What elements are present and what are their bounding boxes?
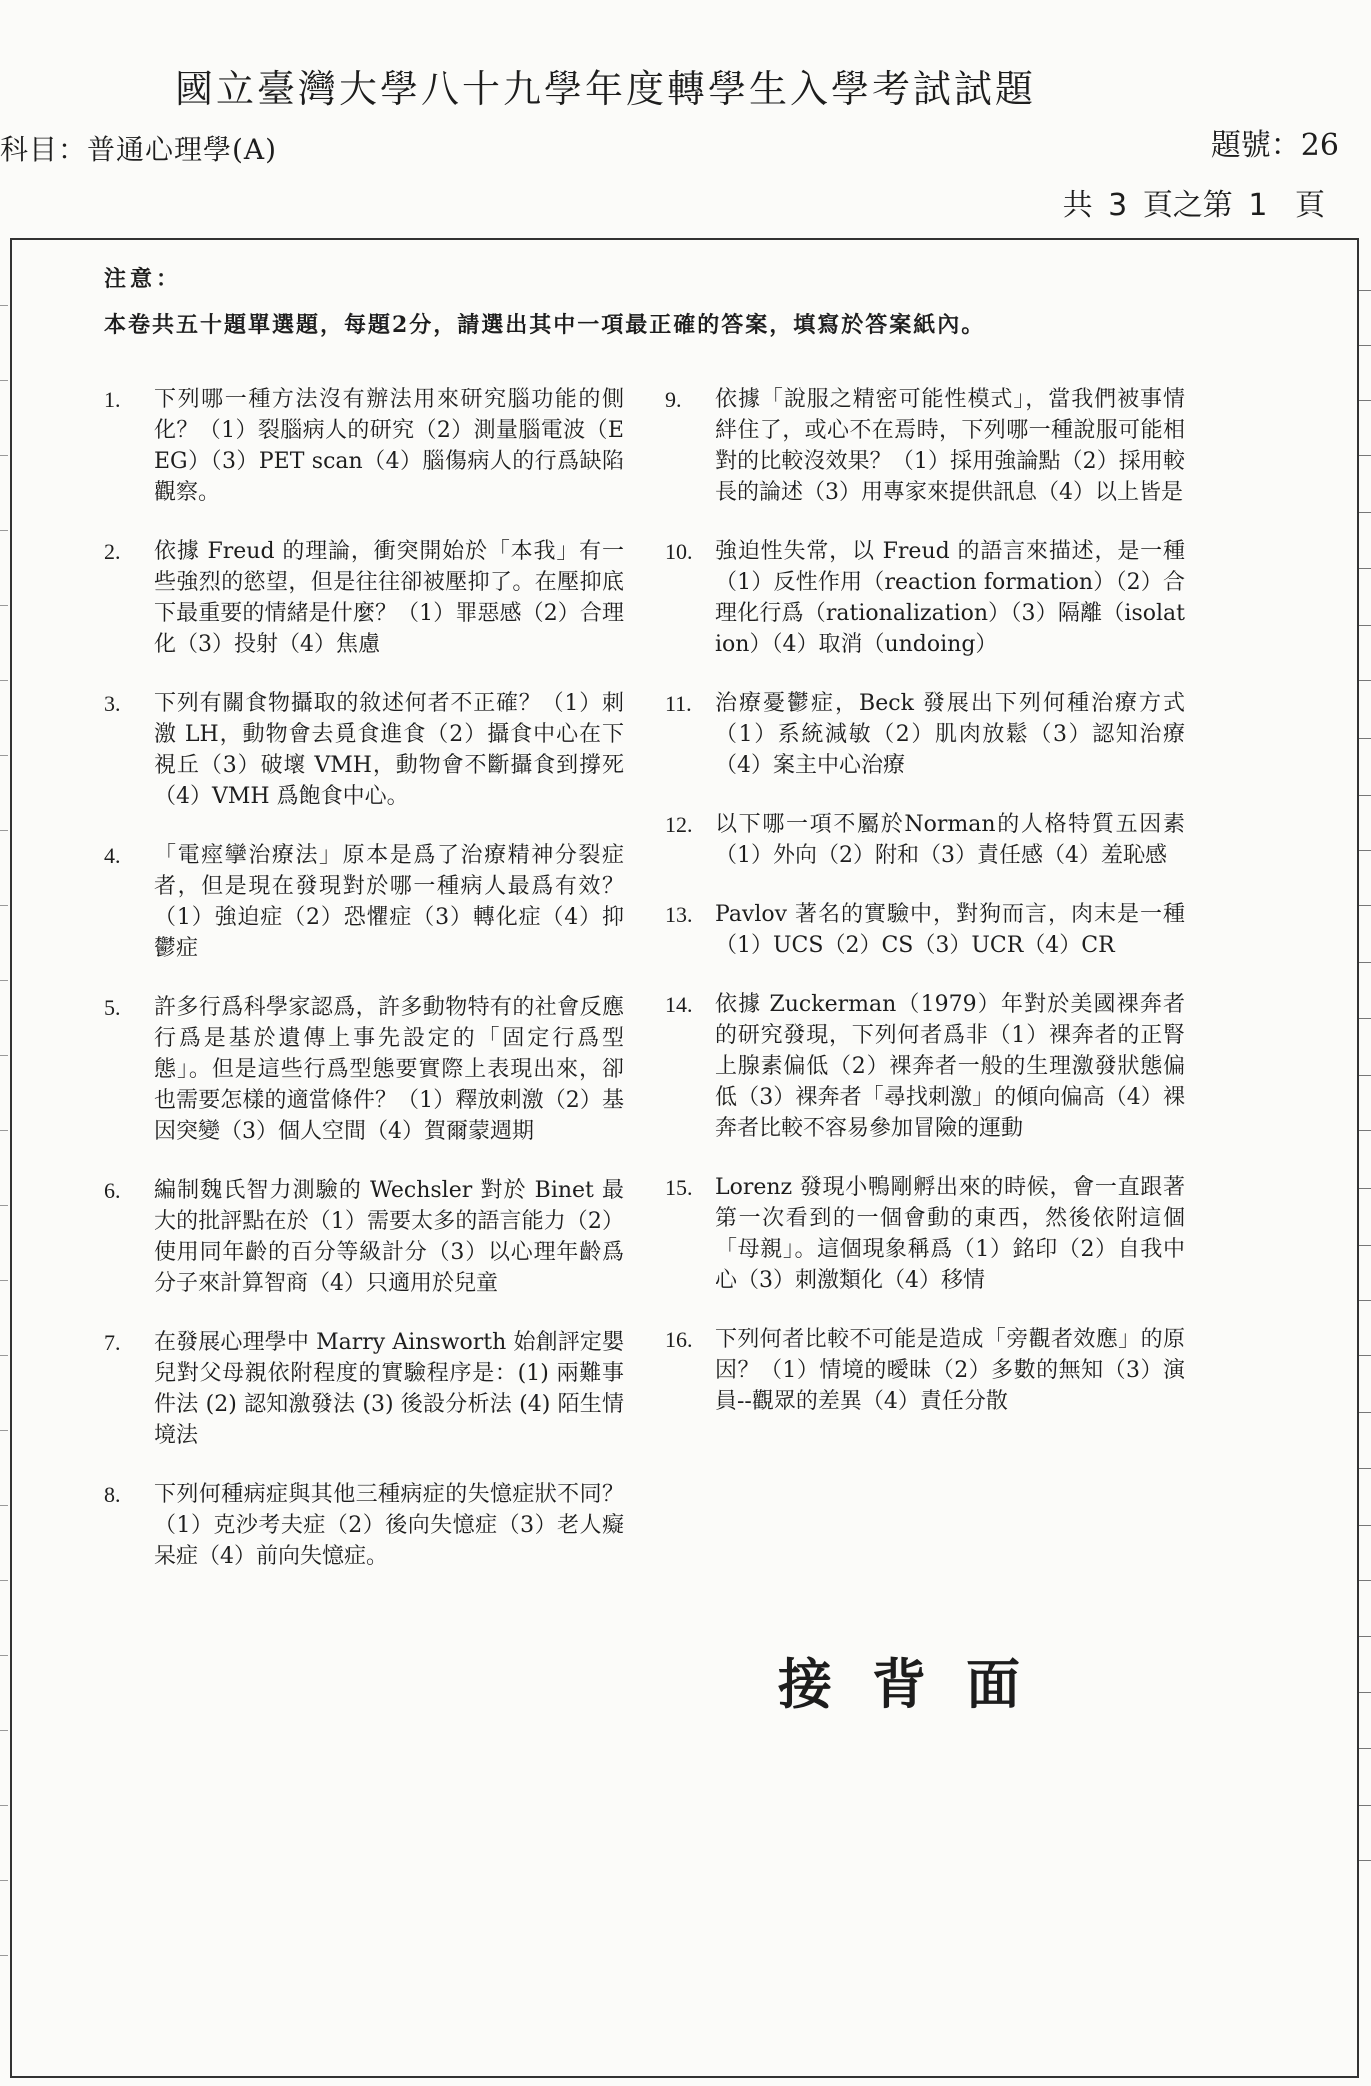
right-edge-marks — [1359, 0, 1371, 2086]
questions-right-column — [665, 384, 1185, 1445]
question-number-label: 4. — [104, 843, 121, 868]
edge-tick — [0, 1880, 8, 1881]
edge-tick — [1359, 400, 1371, 401]
edge-tick — [1359, 1636, 1371, 1637]
edge-tick — [0, 980, 8, 981]
edge-tick — [1359, 795, 1371, 796]
edge-tick — [1359, 345, 1371, 346]
question-item — [665, 536, 1185, 660]
question-text: 治療憂鬱症，Beck 發展出下列何種治療方式（1）系統減敏（2）肌肉放鬆（3）認知治療（4）案主中心治療 — [715, 691, 1185, 778]
question-item — [665, 809, 1185, 871]
edge-tick — [1359, 1018, 1371, 1019]
edge-tick — [0, 1130, 8, 1131]
question-number: 題號：26 — [1210, 128, 1339, 163]
subject-line: 科目：普通心理學(A) — [0, 133, 278, 166]
edge-tick — [1359, 1525, 1371, 1526]
question-number-label: 8. — [104, 1482, 121, 1507]
question-number-label: 15. — [665, 1175, 693, 1200]
edge-tick — [1359, 625, 1371, 626]
edge-tick — [1359, 568, 1371, 569]
pages-prefix: 共 — [1062, 188, 1093, 223]
left-edge-marks — [0, 0, 8, 2086]
question-item — [104, 1175, 624, 1299]
pages-suffix: 頁 — [1295, 188, 1325, 223]
edge-tick — [1359, 512, 1371, 513]
question-item — [104, 840, 624, 964]
question-item — [104, 992, 624, 1147]
edge-tick — [0, 1805, 8, 1806]
edge-tick — [1359, 1412, 1371, 1413]
question-text: 依據「說服之精密可能性模式」，當我們被事情絆住了，或心不在焉時，下列哪一種說服可能相對的比較沒效果？（1）採用強論點（2）採用較長的論述（3）用專家來提供訊息（4）以上皆是 — [715, 387, 1185, 505]
question-text: 依據 Zuckerman（1979）年對於美國裸奔者的研究發現，下列何者爲非（1）裸奔者的正腎上腺素偏低（2）裸奔者一般的生理激發狀態偏低（3）裸奔者「尋找刺激」的傾向偏高（4）裸奔者比較不容易參加冒險的運動 — [715, 992, 1185, 1141]
question-item — [104, 688, 624, 812]
question-number-label: 1. — [104, 387, 121, 412]
question-item — [104, 536, 624, 660]
notice-label: 注意： — [104, 266, 183, 292]
question-number-label: 10. — [665, 539, 693, 564]
edge-tick — [0, 1430, 8, 1431]
edge-tick — [0, 605, 8, 606]
questions-left-column — [104, 384, 624, 1600]
total-pages: 3 — [1108, 188, 1128, 223]
edge-tick — [0, 1655, 8, 1656]
question-item — [665, 384, 1185, 508]
question-text: 強迫性失常，以 Freud 的語言來描述，是一種（1）反性作用（reaction formation）（2）合理化行爲（rationalization）（3）隔離（isolation）（4）取消（undoing） — [715, 539, 1185, 657]
question-item — [665, 989, 1185, 1144]
current-page: 1 — [1248, 188, 1268, 223]
question-number-label: 11. — [665, 691, 692, 716]
edge-tick — [0, 1205, 8, 1206]
edge-tick — [1359, 1468, 1371, 1469]
question-number-label: 16. — [665, 1327, 693, 1352]
question-text: 依據 Freud 的理論，衝突開始於「本我」有一些強烈的慾望，但是往往卻被壓抑了。在壓抑底下最重要的情緒是什麼？（1）罪惡感（2）合理化（3）投射（4）焦慮 — [154, 539, 624, 657]
edge-tick — [1359, 1860, 1371, 1861]
question-number-label: 7. — [104, 1330, 121, 1355]
edge-tick — [1359, 1580, 1371, 1581]
edge-tick — [1359, 1130, 1371, 1131]
question-text: Lorenz 發現小鴨剛孵出來的時候，會一直跟著第一次看到的一個會動的東西，然後依附這個「母親」。這個現象稱爲（1）銘印（2）自我中心（3）刺激類化（4）移情 — [715, 1175, 1185, 1293]
edge-tick — [0, 1055, 8, 1056]
notice-text: 本卷共五十題單選題，每題2分，請選出其中一項最正確的答案，填寫於答案紙內。 — [104, 312, 986, 338]
question-number-label: 14. — [665, 992, 693, 1017]
question-text: 許多行爲科學家認爲，許多動物特有的社會反應行爲是基於遺傳上事先設定的「固定行爲型態」。但是這些行爲型態要實際上表現出來，卻也需要怎樣的適當條件？（1）釋放刺激（2）基因突變（3）個人空間（4）賀爾蒙週期 — [154, 995, 624, 1144]
question-text: 編制魏氏智力測驗的 Wechsler 對於 Binet 最大的批評點在於（1）需要太多的語言能力（2）使用同年齡的百分等級計分（3）以心理年齡爲分子來計算智商（4）只適用於兒童 — [154, 1178, 624, 1296]
question-number-label: 12. — [665, 812, 693, 837]
edge-tick — [1359, 1355, 1371, 1356]
edge-tick — [0, 905, 8, 906]
edge-tick — [1359, 962, 1371, 963]
edge-tick — [0, 1730, 8, 1731]
edge-tick — [0, 305, 8, 306]
edge-tick — [1359, 680, 1371, 681]
question-text: 在發展心理學中 Marry Ainsworth 始創評定嬰兒對父母親依附程度的實驗程序是：(1) 兩難事件法 (2) 認知激發法 (3) 後設分析法 (4) 陌生情境法 — [154, 1330, 624, 1448]
question-item — [665, 688, 1185, 781]
edge-tick — [0, 380, 8, 381]
edge-tick — [1359, 1748, 1371, 1749]
edge-tick — [1359, 1188, 1371, 1189]
edge-tick — [1359, 738, 1371, 739]
question-text: 以下哪一項不屬於Norman的人格特質五因素（1）外向（2）附和（3）責任感（4）羞恥感 — [715, 812, 1185, 868]
question-number-label: 5. — [104, 995, 121, 1020]
pages-middle: 頁之第 — [1142, 188, 1233, 223]
question-item — [104, 1327, 624, 1451]
question-text: 下列哪一種方法沒有辦法用來研究腦功能的側化？（1）裂腦病人的研究（2）測量腦電波（EEG）（3）PET scan（4）腦傷病人的行爲缺陷觀察。 — [154, 387, 624, 505]
edge-tick — [0, 830, 8, 831]
edge-tick — [1359, 905, 1371, 906]
edge-tick — [1359, 1075, 1371, 1076]
question-number-label: 6. — [104, 1178, 121, 1203]
continue-on-back: 接背面 — [778, 1652, 1060, 1716]
question-number-label: 9. — [665, 387, 682, 412]
exam-title: 國立臺灣大學八十九學年度轉學生入學考試試題 — [175, 67, 1037, 111]
edge-tick — [1359, 455, 1371, 456]
question-item — [665, 899, 1185, 961]
question-text: 下列何者比較不可能是造成「旁觀者效應」的原因？（1）情境的曖昧（2）多數的無知（3）演員--觀眾的差異（4）責任分散 — [715, 1327, 1185, 1414]
question-item — [665, 1172, 1185, 1296]
question-number-label: 13. — [665, 902, 693, 927]
question-text: 下列何種病症與其他三種病症的失憶症狀不同？（1）克沙考夫症（2）後向失憶症（3）老人癡呆症（4）前向失憶症。 — [154, 1482, 624, 1569]
question-text: Pavlov 著名的實驗中，對狗而言，肉末是一種（1）UCS（2）CS（3）UCR（4）CR — [715, 902, 1185, 958]
edge-tick — [1359, 1300, 1371, 1301]
edge-tick — [0, 755, 8, 756]
question-number-label: 2. — [104, 539, 121, 564]
edge-tick — [1359, 850, 1371, 851]
edge-tick — [0, 1355, 8, 1356]
edge-tick — [1359, 1245, 1371, 1246]
question-number-label: 3. — [104, 691, 121, 716]
edge-tick — [0, 455, 8, 456]
edge-tick — [1359, 1805, 1371, 1806]
question-item — [665, 1324, 1185, 1417]
edge-tick — [0, 530, 8, 531]
question-item — [104, 384, 624, 508]
question-item — [104, 1479, 624, 1572]
question-text: 下列有關食物攝取的敘述何者不正確？（1）刺激 LH，動物會去覓食進食（2）攝食中心在下視丘（3）破壞 VMH，動物會不斷攝食到撐死（4）VMH 爲飽食中心。 — [154, 691, 624, 809]
edge-tick — [0, 680, 8, 681]
edge-tick — [1359, 1692, 1371, 1693]
edge-tick — [0, 1955, 8, 1956]
edge-tick — [0, 1505, 8, 1506]
edge-tick — [1359, 290, 1371, 291]
edge-tick — [0, 1280, 8, 1281]
question-text: 「電痙攣治療法」原本是爲了治療精神分裂症者，但是現在發現對於哪一種病人最爲有效？（1）強迫症（2）恐懼症（3）轉化症（4）抑鬱症 — [154, 843, 624, 961]
edge-tick — [0, 1580, 8, 1581]
page-indicator — [1063, 180, 1325, 224]
